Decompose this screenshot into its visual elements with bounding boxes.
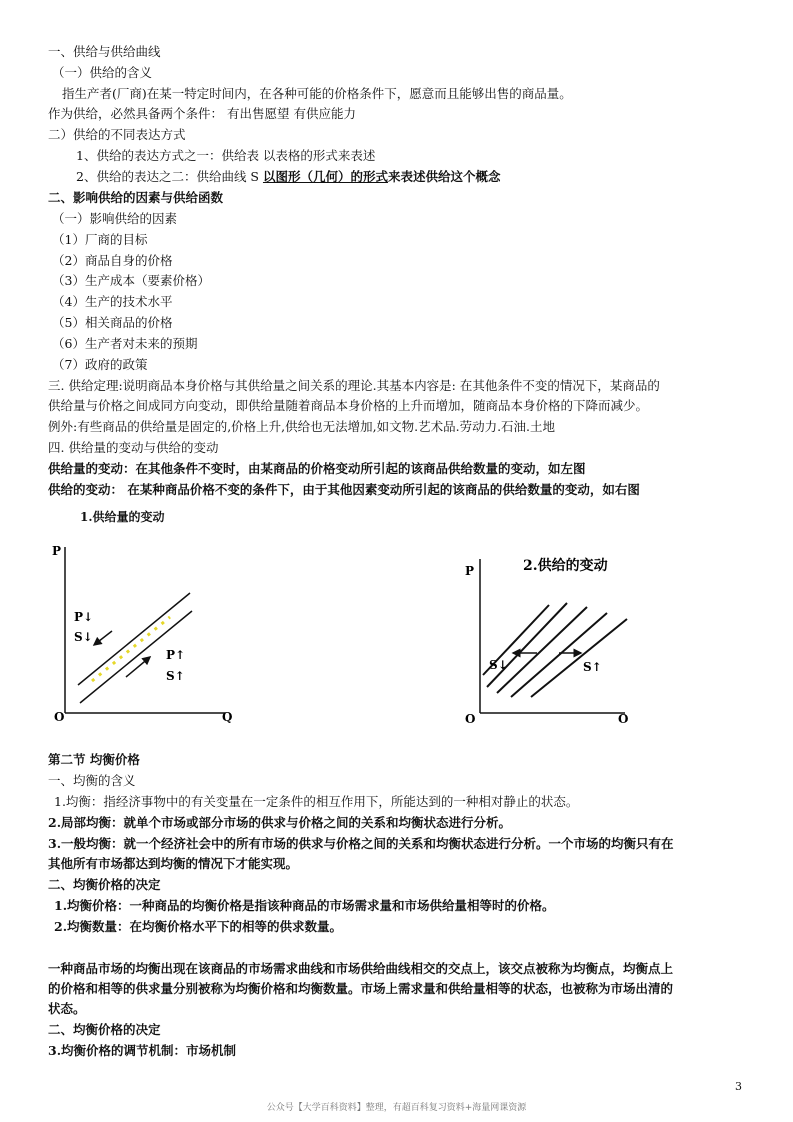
general-equilibrium-line1: 3.一般均衡：就一个经济社会中的所有市场的供求与价格之间的关系和均衡状态进行分析。一个市场的均衡只有在 [48, 836, 674, 851]
equilibrium-meaning-title: 一、均衡的含义 [48, 773, 136, 788]
expression-two-part1: 2、供给的表达之二：供给曲线 S [76, 169, 263, 184]
section-two-title: 第二节 均衡价格 [48, 752, 140, 767]
supply-law-line1: 三. 供给定理:说明商品本身价格与其供给量之间关系的理论.其基本内容是: 在其他条件不变的情况下，某商品的 [48, 378, 660, 393]
supply-up-label: S↑ [583, 660, 602, 674]
price-down-label: P↓ [74, 610, 94, 624]
expression-one: 1、供给的表达方式之一：供给表 以表格的形式来表述 [76, 148, 376, 163]
adjustment-mechanism: 3.均衡价格的调节机制：市场机制 [48, 1043, 237, 1058]
factor-item: （1）厂商的目标 [52, 232, 148, 247]
figure-right-title: 2.供给的变动 [523, 558, 608, 574]
arrow-up-along [126, 657, 150, 677]
equilibrium-definition: 1.均衡：指经济事物中的有关变量在一定条件的相互作用下，所能达到的一种相对静止的状态。 [54, 794, 579, 809]
factor-item: （6）生产者对未来的预期 [52, 336, 198, 351]
factor-item: （5）相关商品的价格 [52, 315, 173, 330]
supply-curve-2 [487, 603, 567, 687]
price-up-label: P↑ [166, 648, 186, 662]
origin-label: O [465, 712, 476, 726]
footer-note: 公众号【大学百科资料】整理，有超百科复习资料+海量网课资源 [266, 1103, 527, 1113]
p-axis-label: P [465, 564, 475, 578]
movement-along-curve [92, 617, 170, 681]
expression-two-part2: 以图形（几何）的形式 [262, 169, 388, 184]
q-axis-label: Q [222, 710, 233, 724]
factor-item: （7）政府的政策 [52, 357, 148, 372]
arrow-down-along [94, 631, 112, 645]
general-equilibrium-line2: 其他所有市场都达到均衡的情况下才能实现。 [48, 856, 299, 871]
quantity-supplied-change: 供给量的变动：在其他条件不变时，由某商品的价格变动所引起的该商品供给数量的变动，如左图 [48, 461, 586, 476]
supply-down-label: S↓ [74, 630, 93, 644]
origin-label: O [54, 710, 65, 724]
supply-curve-3 [497, 607, 587, 693]
equilibrium-price-definition: 1.均衡价格：一种商品的均衡价格是指该种商品的市场需求量和市场供给量相等时的价格。 [54, 898, 555, 913]
equilibrium-quantity-definition: 2.均衡数量：在均衡价格水平下的相等的供求数量。 [54, 919, 343, 934]
section-title-factors: 二、影响供给的因素与供给函数 [48, 190, 224, 205]
supply-curve-4 [511, 613, 607, 697]
supply-law-line2: 供给量与价格之间成同方向变动，即供给量随着商品本身价格的上升而增加，随商品本身价格的下降而减少。 [48, 398, 649, 413]
equilibrium-paragraph-line2: 的价格和相等的供求量分别被称为均衡价格和均衡数量。市场上需求量和供给量相等的状态，也被称为市场出清的 [48, 981, 674, 996]
equilibrium-price-determination: 二、均衡价格的决定 [48, 877, 161, 892]
equilibrium-paragraph-line3: 状态。 [48, 1001, 86, 1016]
subsection-expression: 二）供给的不同表达方式 [48, 127, 186, 142]
supply-conditions: 作为供给，必然具备两个条件： 有出售愿望 有供应能力 [48, 106, 356, 121]
origin-right-label: O [618, 712, 629, 726]
factor-item: （2）商品自身的价格 [52, 253, 173, 268]
figure-left-diagram [40, 535, 250, 730]
supply-definition: 指生产者(厂商)在某一特定时间内，在各种可能的价格条件下，愿意而且能够出售的商品量。 [62, 86, 572, 101]
expression-two [76, 169, 501, 185]
expression-two-part3: 来表述供给这个概念 [387, 169, 501, 184]
equilibrium-price-determination-2: 二、均衡价格的决定 [48, 1022, 161, 1037]
supply-down-label: S↓ [489, 658, 508, 672]
page-number: 3 [735, 1080, 742, 1093]
factor-item: （3）生产成本（要素价格） [52, 273, 210, 288]
figure-right-diagram [455, 545, 655, 730]
p-axis-label: P [52, 544, 62, 558]
figure-left-title: 1.供给量的变动 [80, 510, 165, 524]
factor-item: （4）生产的技术水平 [52, 294, 173, 309]
partial-equilibrium: 2.局部均衡：就单个市场或部分市场的供求与价格之间的关系和均衡状态进行分析。 [48, 815, 512, 830]
section-title-supply: 一、供给与供给曲线 [48, 44, 161, 59]
supply-law-exception: 例外:有些商品的供给量是固定的,价格上升,供给也无法增加,如文物.艺术品.劳动力.石油.土地 [48, 419, 556, 434]
factors-heading: （一）影响供给的因素 [52, 211, 178, 226]
supply-curve-5 [531, 619, 627, 697]
section-four-title: 四. 供给量的变动与供给的变动 [48, 440, 219, 455]
subsection-supply-meaning: （一）供给的含义 [52, 65, 153, 80]
supply-up-label: S↑ [166, 669, 185, 683]
supply-change: 供给的变动： 在某种商品价格不变的条件下，由于其他因素变动所引起的该商品的供给数量的变动，如右图 [48, 482, 640, 497]
equilibrium-paragraph-line1: 一种商品市场的均衡出现在该商品的市场需求曲线和市场供给曲线相交的交点上，该交点被称为均衡点，均衡点上 [48, 961, 674, 976]
